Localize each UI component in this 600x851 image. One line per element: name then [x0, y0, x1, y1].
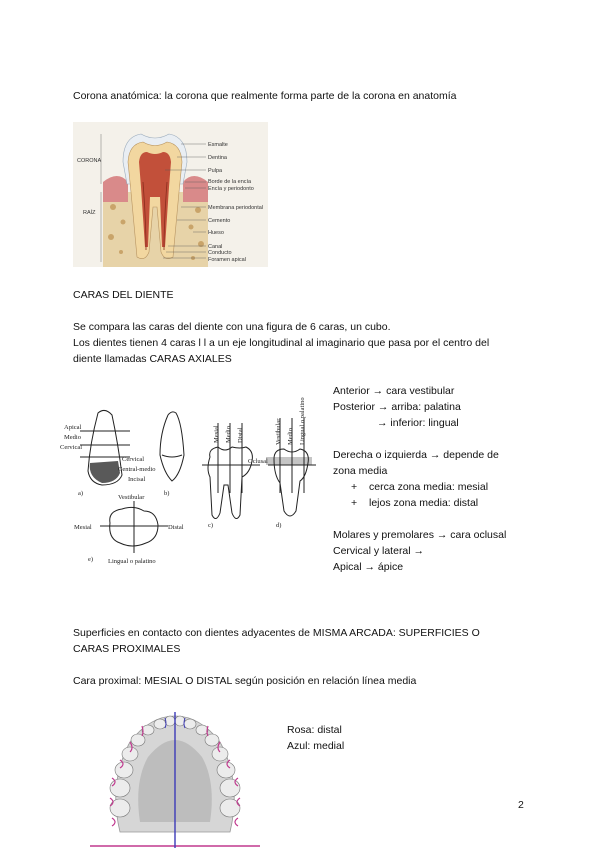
intro-text: Corona anatómica: la corona que realmente forma parte de la corona en anatomía [73, 90, 457, 102]
list-item-text: cerca zona media: mesial [369, 481, 489, 493]
label-corona: CORONA [77, 158, 102, 164]
label-pulpa: Pulpa [208, 168, 223, 174]
label-lingual-vert: Lingual o palatino [299, 397, 306, 445]
bullet-icon: + [351, 481, 358, 493]
label-mesial: Mesial [74, 524, 92, 531]
label-medio-vert: Medio [225, 426, 232, 443]
letter-a: a) [78, 490, 84, 497]
letter-b: b) [164, 490, 170, 497]
label-borde-encia: Borde de la encía [208, 179, 252, 185]
label-cervical-thirds: Cervical [122, 456, 145, 463]
list-item [333, 479, 593, 495]
list-item: Molares y premolares → cara oclusal [333, 529, 507, 541]
label-canal: Canal [208, 244, 223, 250]
label-vestibular: Vestibular [118, 494, 145, 501]
paragraph-axial-line1: Los dientes tienen 4 caras l l a un eje longitudinal al imaginario que pasa por el centro del [73, 337, 490, 349]
list-item-text: lejos zona media: distal [369, 497, 479, 509]
list-item: Posterior → arriba: palatina [333, 401, 461, 413]
label-cemento: Cemento [208, 218, 231, 224]
paragraph-axial-line2: diente llamadas CARAS AXIALES [73, 353, 232, 365]
list-item: Apical → ápice [333, 561, 404, 573]
label-membrana: Membrana periodontal [208, 205, 264, 211]
label-oclusal: Oclusal [248, 458, 268, 465]
label-central-medio: Central-medio [118, 466, 156, 473]
list-item: zona media [333, 465, 388, 477]
label-distal-vert: Distal [237, 427, 244, 443]
label-conducto: Conducto [208, 250, 232, 256]
bullet-icon: + [351, 497, 358, 509]
label-raiz: RAÍZ [83, 210, 96, 216]
letter-e: e) [88, 556, 94, 563]
proximal-para-line1: Superficies en contacto con dientes adyacentes de MISMA ARCADA: SUPERFICIES O [73, 627, 480, 639]
dental-arch-figure [90, 712, 260, 848]
paragraph-cube: Se compara las caras del diente con una figura de 6 caras, un cubo. [73, 321, 391, 333]
color-legend [287, 722, 344, 754]
tooth-faces-diagram [60, 393, 325, 573]
list-spacer [333, 511, 593, 527]
letter-d: d) [276, 522, 282, 529]
list-spacer [333, 431, 593, 447]
list-item: Anterior → cara vestibular [333, 385, 455, 397]
proximal-para-line2: CARAS PROXIMALES [73, 643, 181, 655]
label-incisal: Incisal [128, 476, 146, 483]
section-title: CARAS DEL DIENTE [73, 289, 174, 301]
label-mesial-vert: Mesial [213, 425, 220, 443]
label-apical: Apical [64, 424, 82, 431]
list-item: Derecha o izquierda → depende de [333, 449, 499, 461]
label-hueso: Hueso [208, 230, 224, 236]
list-item [333, 495, 593, 511]
page-number: 2 [518, 799, 524, 811]
label-cervical-left: Cervical [60, 444, 83, 451]
legend-azul: Azul: medial [287, 740, 345, 752]
list-item: → inferior: lingual [377, 417, 459, 429]
label-vestibular-vert: Vestibular [275, 418, 282, 445]
label-foramen: Foramen apical [208, 257, 246, 263]
label-lingual-palatino: Lingual o palatino [108, 558, 156, 565]
label-medio: Medio [64, 434, 81, 441]
label-medio-vert-d: Medio [287, 428, 294, 445]
legend-rosa: Rosa: distal [287, 724, 342, 736]
label-encia: Encía y periodonto [208, 186, 254, 192]
proximal-face-text: Cara proximal: MESIAL O DISTAL según posición en relación línea media [73, 675, 417, 687]
label-esmalte: Esmalte [208, 142, 228, 148]
faces-list [333, 383, 593, 575]
tooth-anatomy-figure [73, 122, 268, 267]
list-item: Cervical y lateral → [333, 545, 425, 557]
label-dentina: Dentina [208, 155, 227, 161]
letter-c: c) [208, 522, 214, 529]
label-distal: Distal [168, 524, 184, 531]
